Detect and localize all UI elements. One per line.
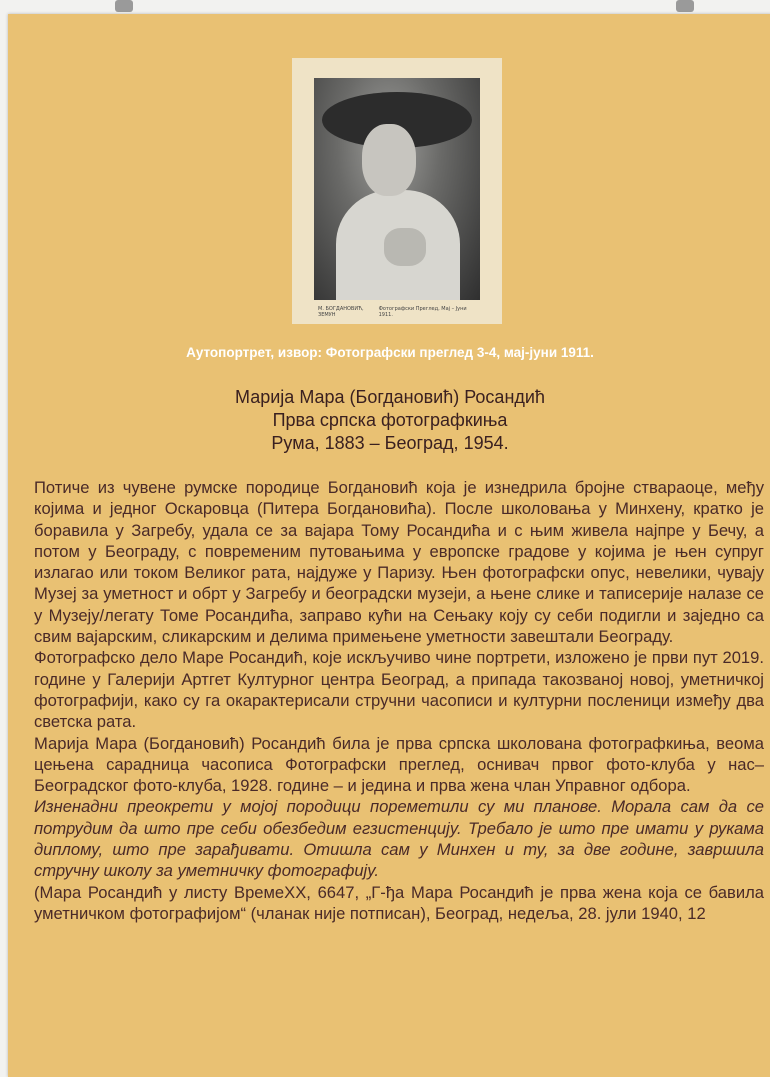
biography-text [34, 477, 764, 924]
photo-caption [292, 306, 502, 318]
quote-paragraph: Изненадни преокрети у мојој породици пореметили су ми планове. Морала сам да се потрудим да што пре себи обезбедим егзистенцију. Требало је што пре имати у рукама диплому, што пре зарађивати. Отишла сам у Минхен и ту, за две године, завршила стручну школу за уметничку фотографију. [34, 797, 764, 881]
heading-block [8, 386, 770, 455]
hanging-hook-right [676, 0, 694, 12]
person-role: Прва српска фотографкиња [272, 410, 508, 430]
image-source-caption: Аутопортрет, извор: Фотографски преглед 3-4, мај-јуни 1911. [186, 345, 594, 360]
face-shape [362, 124, 416, 196]
self-portrait-photo [314, 78, 480, 300]
person-dates: Рума, 1883 – Београд, 1954. [271, 433, 509, 453]
photo-caption-left: М. БОГДАНОВИЋ, ЗЕМУН [318, 306, 364, 318]
paragraph-2: Фотографско дело Маре Росандић, које искључиво чине портрети, изложено је први пут 2019. године у Галерији Артгет Културног центра Београд, а припада такозваној новој, уметничкој фотографији, како су га окарактерисали стручни часописи и културни посленици између два светска рата. [34, 648, 764, 732]
portrait-card [292, 58, 502, 324]
paragraph-1: Потиче из чувене румске породице Богдановић која је изнедрила бројне ствараоце, међу којима и једног Оскаровца (Питера Богдановића). После школовања у Минхену, кратко је боравила у Загребу, удала се за вајара Тому Росандића и с њим живела најпре у Бечу, а потом у Београду, с повременим путовањима у европске градове у којима је њен супруг излагао или током Великог рата, најдуже у Паризу. Њен фотографски опус, невелики, чувају Музеј за уметност и обрт у Загребу и београдски музеји, а њене слике и таписерије налазе се у Музеју/легату Томе Росандића, заправо кући на Сењаку коју су себи подигли и заједно са свим вајарским, сликарским и делима примењене уметности завештали Београду. [34, 478, 764, 647]
hand-shape [384, 228, 426, 266]
photo-caption-right: Фотографски Преглед, Мај – Јуни 1911. [378, 306, 467, 318]
paragraph-3: Марија Мара (Богдановић) Росандић била је прва српска школована фотографкиња, веома цењена сарадница часописа Фотографски преглед, оснивач првог фото-клуба у нас– Београдског фото-клуба, 1928. године – и једина и прва жена члан Управног одбора. [34, 733, 764, 796]
exhibition-panel [8, 14, 770, 1077]
person-name: Марија Мара (Богдановић) Росандић [235, 387, 545, 407]
citation-paragraph: (Мара Росандић у листу ВремеХХ, 6647, „Г-ђа Мара Росандић је прва жена која се бавила уметничком фотографијом“ (чланак није потписан), Београд, недеља, 28. јули 1940, 12 [34, 882, 764, 923]
hanging-hook-left [115, 0, 133, 12]
